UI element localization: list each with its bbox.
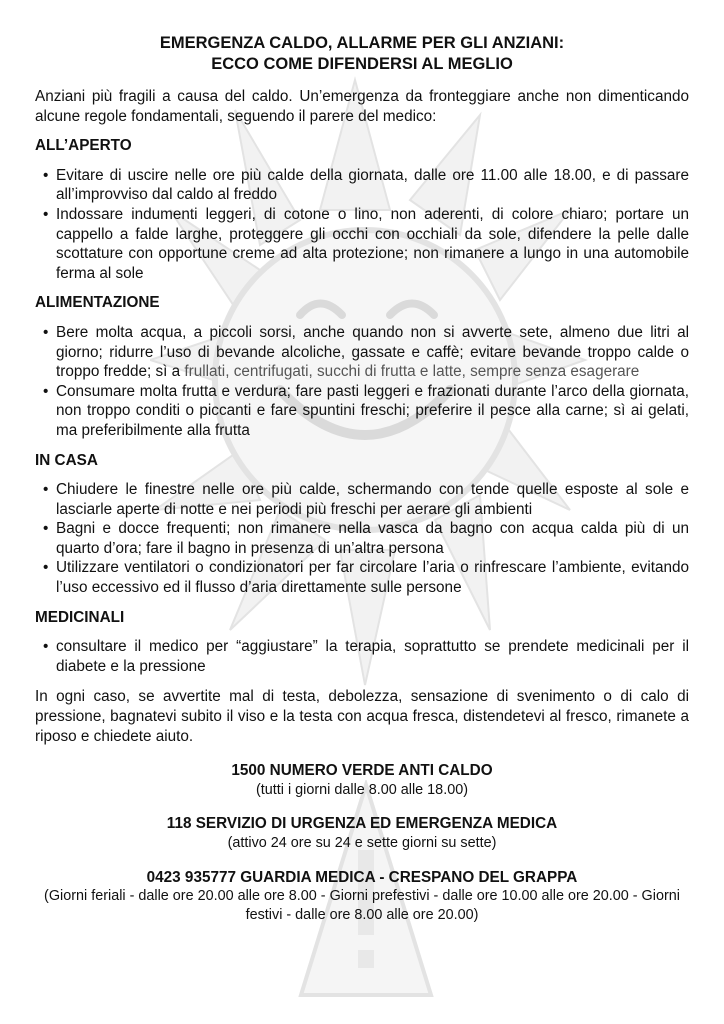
list-item: • Bere molta acqua, a piccoli sorsi, anche quando non si avverte sete, almeno due litri al giorno; ridurre l’uso di bevande alcoliche, gassate e caffè; evitare bevande troppo calde o troppo fredde; sì a frullati, centrifugati, succhi di frutta e latte, sempre senza esagerare (43, 323, 689, 381)
list-item: • Evitare di uscire nelle ore più calde della giornata, dalle ore 11.00 alle 18.00, e di passare all’improvviso dal caldo al freddo (43, 166, 689, 204)
leaflet-page (35, 33, 689, 924)
bullet-icon: • (43, 520, 49, 538)
bullet-icon: • (43, 323, 49, 341)
bullet-icon: • (43, 166, 49, 184)
medicines-list (35, 637, 689, 676)
section-heading-at-home: IN CASA (35, 451, 98, 469)
contact-detail: (attivo 24 ore su 24 e sette giorni su sette) (227, 835, 497, 851)
bullet-icon: • (43, 382, 49, 400)
nutrition-list (35, 323, 689, 441)
item-tail-text: frullati, centrifugati, succhi di frutta e latte, sempre senza esagerare (180, 363, 640, 381)
section-heading-medicines: MEDICINALI (35, 608, 125, 626)
contact-title: 118 SERVIZIO DI URGENZA ED EMERGENZA MEDICA (166, 815, 558, 833)
bullet-icon: • (43, 559, 49, 577)
title-line-1: EMERGENZA CALDO, ALLARME PER GLI ANZIANI: (159, 34, 565, 52)
list-item: • Utilizzare ventilatori o condizionatori per far circolare l’aria o rinfrescare l’ambiente, evitando l’uso eccessivo ed il flusso d’aria direttamente sulle persone (43, 559, 689, 597)
contact-detail: (Giorni feriali - dalle ore 20.00 alle ore 8.00 - Giorni prefestivi - dalle ore 10.00 alle ore 20.00 - Giorni festivi - dalle ore 8.00 alle ore 20.00) (44, 888, 680, 923)
page-title (35, 33, 689, 75)
section-heading-outdoors: ALL’APERTO (35, 137, 132, 155)
intro-paragraph: Anziani più fragili a causa del caldo. Un’emergenza da fronteggiare anche non dimenticando alcune regole fondamentali, seguendo il parere del medico: (35, 88, 689, 125)
contact-block-emergency-118 (35, 814, 689, 852)
bullet-icon: • (43, 638, 49, 656)
bullet-icon: • (43, 481, 49, 499)
title-line-2: ECCO COME DIFENDERSI AL MEGLIO (211, 55, 513, 73)
list-item: • Consumare molta frutta e verdura; fare pasti leggeri e frazionati durante l’arco della giornata, non troppo conditi o piccanti e fare spuntini freschi; preferire il pesce alla carne; sì ai gelati, ma preferibilmente alla frutta (43, 382, 689, 439)
contact-block-medical-guard (35, 868, 689, 925)
contact-block-heat-hotline (35, 761, 689, 799)
closing-paragraph: In ogni caso, se avvertite mal di testa, debolezza, sensazione di svenimento o di calo di pressione, bagnatevi subito il viso e la testa con acqua fresca, distendetevi al fresco, rimanete a riposo e chiedete aiuto. (35, 688, 689, 745)
list-item: • Chiudere le finestre nelle ore più calde, schermando con tende quelle esposte al sole e lasciarle aperte di notte e nei periodi più freschi per aerare gli ambienti (43, 481, 689, 518)
contact-title: 0423 935777 GUARDIA MEDICA - CRESPANO DEL GRAPPA (146, 868, 578, 886)
bullet-icon: • (43, 205, 49, 223)
contact-title: 1500 NUMERO VERDE ANTI CALDO (231, 762, 493, 780)
list-item: • consultare il medico per “aggiustare” la terapia, soprattutto se prendete medicinali per il diabete e la pressione (43, 638, 689, 675)
at-home-list (35, 480, 689, 598)
section-heading-nutrition: ALIMENTAZIONE (35, 294, 160, 312)
outdoors-list (35, 166, 689, 284)
contact-detail: (tutti i giorni dalle 8.00 alle 18.00) (256, 781, 468, 798)
list-item: • Bagni e docce frequenti; non rimanere nella vasca da bagno con acqua calda più di un quarto d’ora; fare il bagno in presenza di un’altra persona (43, 520, 689, 557)
list-item: • Indossare indumenti leggeri, di cotone o lino, non aderenti, di colore chiaro; portare un cappello a falde larghe, proteggere gli occhi con occhiali da sole, difendere la pelle dalle scottature con opportune creme ad alta protezione; non rimanere a lungo in una automobile ferma al sole (43, 205, 689, 282)
